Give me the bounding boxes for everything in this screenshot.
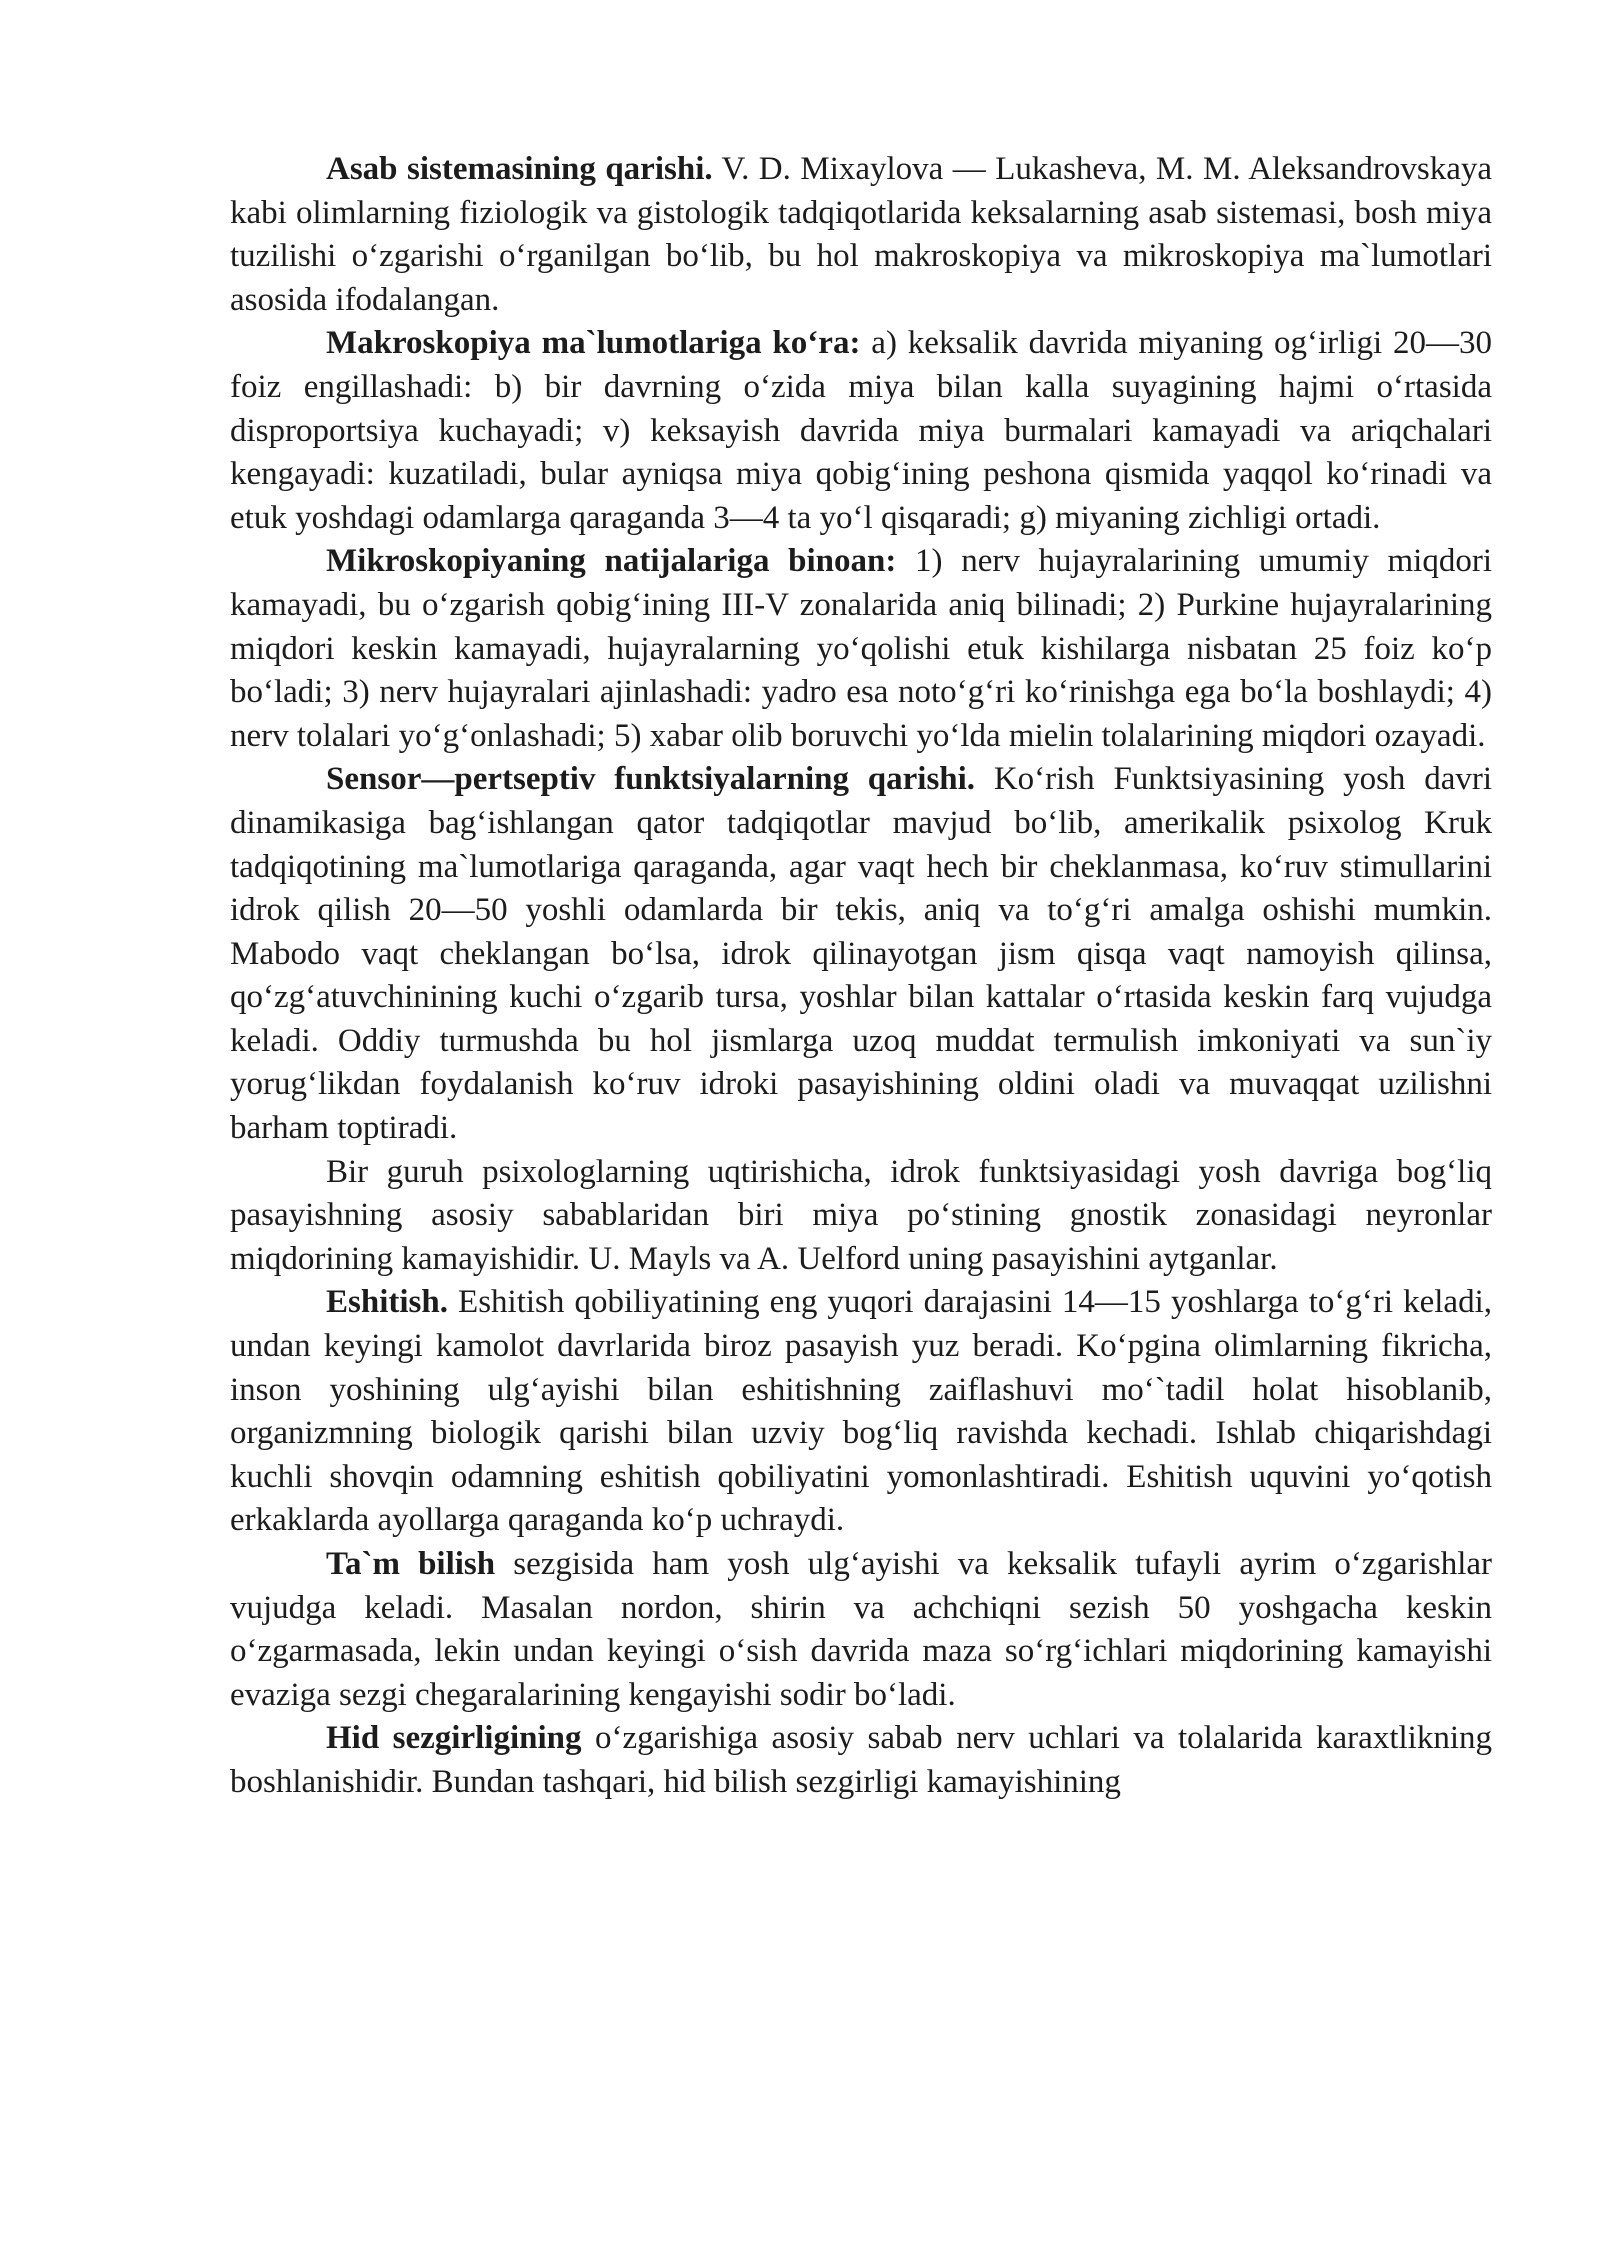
paragraph-text: Bir guruh psixologlarning uqtirishicha, idrok funktsiyasidagi yosh davriga bog‘liq pasayishning asosiy sabablaridan biri miya po‘stining gnostik zonasidagi neyronlar miqdorining kamayishidir. U. Mayls va A. Uelford uning pasayishini aytganlar. [230, 1153, 1492, 1277]
paragraph-heading: Eshitish. [326, 1284, 448, 1321]
paragraph-text: sezgisida ham yosh ulg‘ayishi va keksalik tufayli ayrim o‘zgarishlar vujudga keladi. Masalan nordon, shirin va achchiqni sezish 50 yoshgacha keskin o‘zgarmasada, lekin undan keyingi o‘sish davrida maza so‘rg‘ichlari miqdorining kamayishi evaziga sezgi chegaralarining kengayishi sodir bo‘ladi. [230, 1546, 1492, 1713]
paragraph-text: 1) nerv hujayralarining umumiy miqdori kamayadi, bu o‘zgarish qobig‘ining III-V zonalarida aniq bilinadi; 2) Purkine hujayralarining miqdori keskin kamayadi, hujayralarning yo‘qolishi etuk kishilarga nisbatan 25 foiz ko‘p bo‘ladi; 3) nerv hujayralari ajinlashadi: yadro esa noto‘g‘ri ko‘rinishga ega bo‘la boshlaydi; 4) nerv tolalari yo‘g‘onlashadi; 5) xabar olib boruvchi yo‘lda mielin tolalarining miqdori ozayadi. [230, 543, 1492, 754]
paragraph-sensory-perceptive [230, 758, 1492, 1150]
document-page [230, 148, 1492, 1805]
paragraph-heading: Makroskopiya ma`lumotlariga ko‘ra: [326, 325, 861, 362]
paragraph-text: Eshitish qobiliyatining eng yuqori darajasini 14—15 yoshlarga to‘g‘ri keladi, undan keyingi kamolot davrlarida biroz pasayish yuz beradi. Ko‘pgina olimlarning fikricha, inson yoshining ulg‘ayishi bilan eshitishning zaiflashuvi mo‘`tadil holat hisoblanib, organizmning biologik qarishi bilan uzviy bog‘liq ravishda kechadi. Ishlab chiqarishdagi kuchli shovqin odamning eshitish qobiliyatini yomonlashtiradi. Eshitish uquvini yo‘qotish erkaklarda ayollarga qaraganda ko‘p uchraydi. [230, 1284, 1492, 1539]
paragraph-psychologists [230, 1151, 1492, 1282]
paragraph-heading: Mikroskopiyaning natijalariga binoan: [326, 543, 897, 580]
paragraph-heading: Asab sistemasining qarishi. [326, 151, 713, 187]
paragraph-text: Ko‘rish Funktsiyasining yosh davri dinamikasiga bag‘ishlangan qator tadqiqotlar mavjud bo‘lib, amerikalik psixolog Kruk tadqiqotining ma`lumotlariga qaraganda, agar vaqt hech bir cheklanmasa, ko‘ruv stimullarini idrok qilish 20—50 yoshli odamlarda bir tekis, aniq va to‘g‘ri amalga oshishi mumkin. Mabodo vaqt cheklangan bo‘lsa, idrok qilinayotgan jism qisqa vaqt namoyish qilinsa, qo‘zg‘atuvchinining kuchi o‘zgarib tursa, yoshlar bilan kattalar o‘rtasida keskin farq vujudga keladi. Oddiy turmushda bu hol jismlarga uzoq muddat termulish imkoniyati va sun`iy yorug‘likdan foydalanish ko‘ruv idroki pasayishining oldini oladi va muvaqqat uzilishni barham toptiradi. [230, 761, 1493, 1147]
paragraph-text: a) keksalik davrida miyaning og‘irligi 20—30 foiz engillashadi: b) bir davrning o‘zida miya bilan kalla suyagining hajmi o‘rtasida disproportsiya kuchayadi; v) keksayish davrida miya burmalari kamayadi va ariqchalari kengayadi: kuzatiladi, bular ayniqsa miya qobig‘ining peshona qismida yaqqol ko‘rinadi va etuk yoshdagi odamlarga qaraganda 3—4 ta yo‘l qisqaradi; g) miyaning zichligi ortadi. [230, 325, 1492, 536]
paragraph-macroscopy [230, 322, 1492, 540]
paragraph-heading: Sensor—pertseptiv funktsiyalarning qarishi. [326, 761, 976, 798]
paragraph-text: V. D. Mixaylova — Lukasheva, M. M. Aleksandrovskaya kabi olimlarning fiziologik va gistologik tadqiqotlarida keksalarning asab sistemasi, bosh miya tuzilishi o‘zgarishi o‘rganilgan bo‘lib, bu hol makroskopiya va mikroskopiya ma`lumotlari asosida ifodalangan. [230, 151, 1492, 318]
paragraph-hearing [230, 1281, 1492, 1543]
paragraph-microscopy [230, 540, 1492, 758]
paragraph-heading: Hid sezgirligining [326, 1720, 582, 1757]
paragraph-taste [230, 1543, 1492, 1717]
paragraph-smell [230, 1717, 1492, 1804]
paragraph-heading: Ta`m bilish [326, 1546, 496, 1582]
paragraph-text: o‘zgarishiga asosiy sabab nerv uchlari va tolalarida karaxtlikning boshlanishidir. Bundan tashqari, hid bilish sezgirligi kamayishining [230, 1720, 1492, 1800]
paragraph-nervous-system-aging [230, 148, 1492, 322]
